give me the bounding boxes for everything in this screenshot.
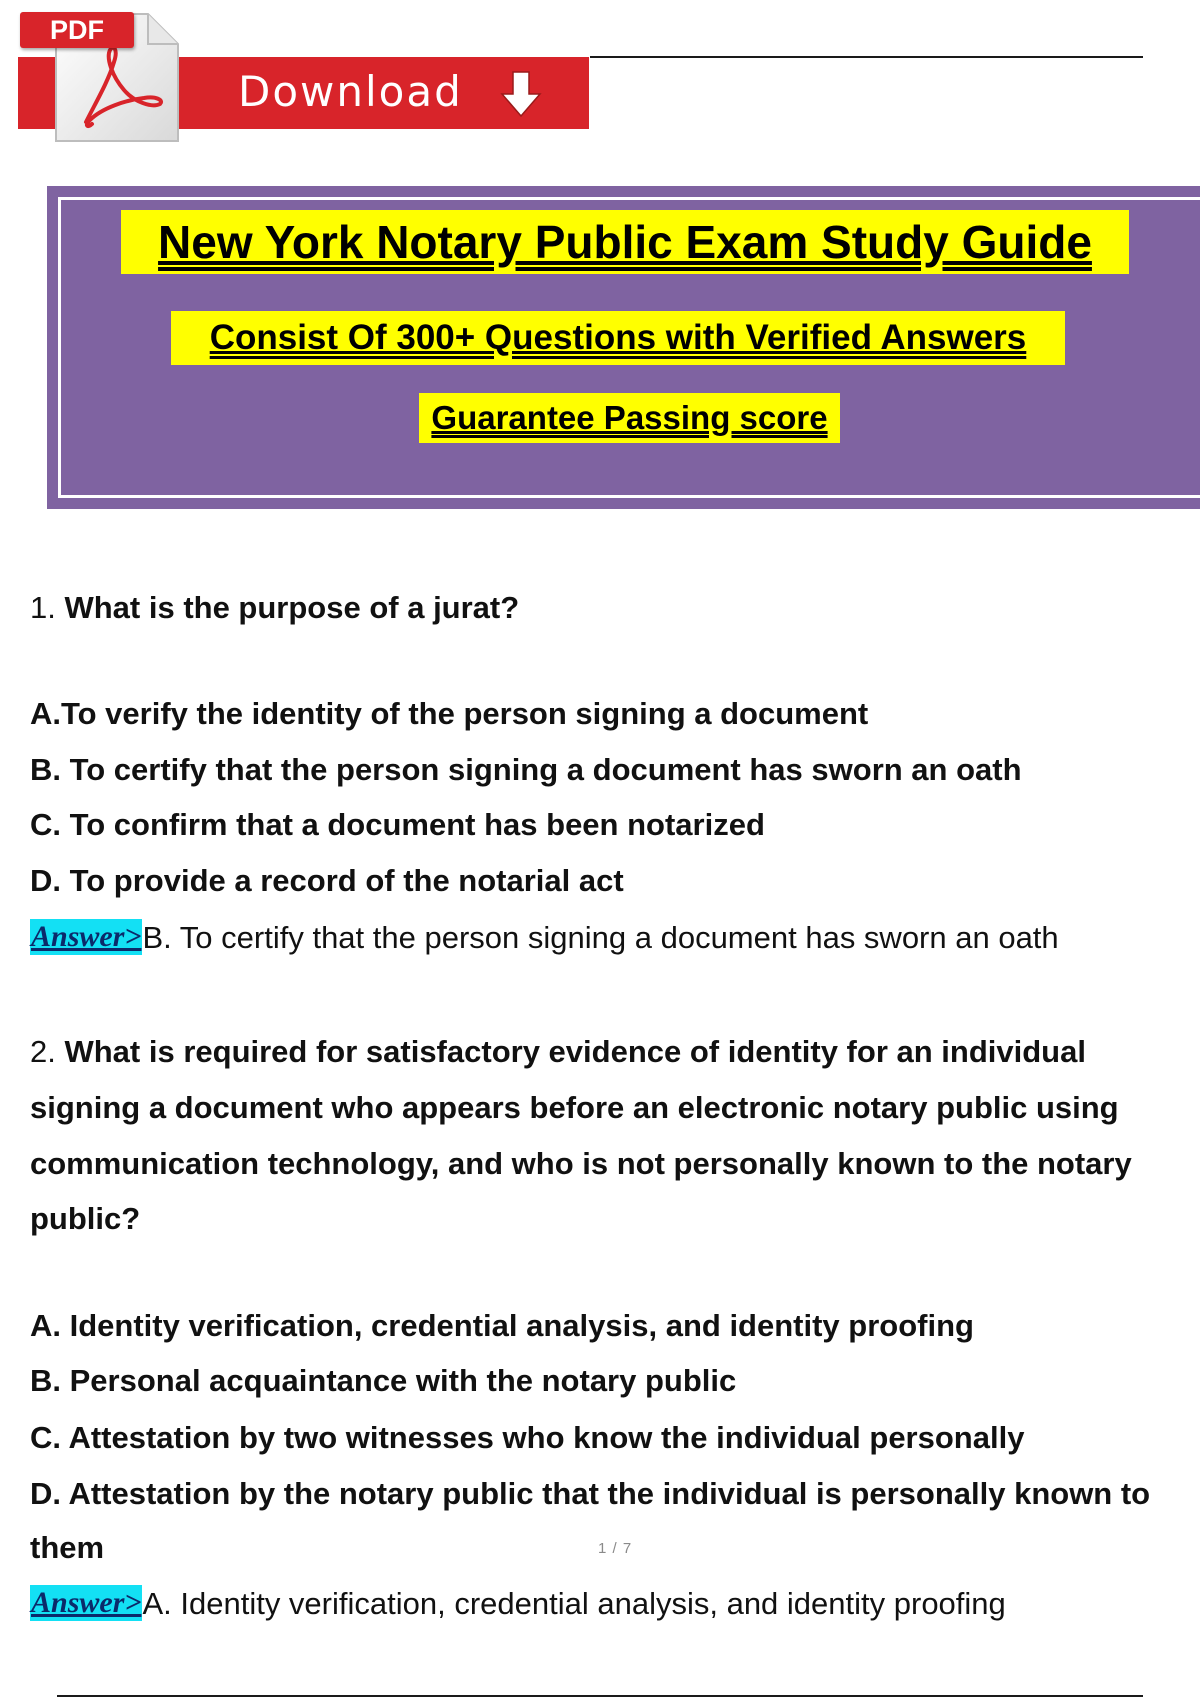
option-d: D. Attestation by the notary public that the individual is personally known to	[30, 1476, 1151, 1511]
question-text-line-3: communication technology, and who is not personally known to the notary	[30, 1146, 1132, 1181]
option-d-continued: them	[30, 1530, 105, 1565]
option-d: D. To provide a record of the notarial act	[30, 863, 624, 898]
question-text-line-1: What is required for satisfactory evidence of identity for an individual	[64, 1034, 1086, 1069]
option-c: C. Attestation by two witnesses who know the individual personally	[30, 1420, 1025, 1455]
option-a: A. Identity verification, credential analysis, and identity proofing	[30, 1308, 974, 1343]
question-number: 2.	[30, 1034, 56, 1069]
answer-label: Answer>	[31, 920, 142, 953]
option-b: B. To certify that the person signing a document has sworn an oath	[30, 752, 1022, 787]
question-2-line-4	[30, 1191, 1200, 1247]
answer-2	[30, 1576, 1200, 1632]
question-2	[30, 1024, 1200, 1080]
top-divider	[590, 56, 1143, 58]
download-arrow-icon	[498, 70, 544, 120]
question-2-line-2	[30, 1080, 1200, 1136]
answer-label: Answer>	[31, 1586, 142, 1619]
page-indicator: 1 / 7	[598, 1540, 633, 1557]
answer-text: B. To certify that the person signing a document has sworn an oath	[142, 920, 1059, 955]
guide-title: New York Notary Public Exam Study Guide	[121, 210, 1129, 274]
question-text-line-2: signing a document who appears before an electronic notary public using	[30, 1090, 1119, 1125]
guide-subtitle: Consist Of 300+ Questions with Verified Answers	[171, 311, 1065, 365]
answer-text: A. Identity verification, credential analysis, and identity proofing	[142, 1586, 1006, 1621]
answer-1	[30, 910, 1200, 966]
bottom-divider	[57, 1695, 1143, 1697]
pdf-badge: PDF	[20, 12, 134, 48]
question-number: 1.	[30, 590, 56, 625]
question-1	[30, 580, 1200, 636]
option-c: C. To confirm that a document has been notarized	[30, 807, 765, 842]
option-b: B. Personal acquaintance with the notary public	[30, 1363, 737, 1398]
download-banner[interactable]	[0, 0, 1200, 150]
question-text-line-4: public?	[30, 1201, 141, 1236]
question-2-line-3	[30, 1136, 1200, 1192]
guide-tagline: Guarantee Passing score	[419, 393, 840, 443]
question-text: What is the purpose of a jurat?	[64, 590, 520, 625]
download-label: Download	[238, 67, 463, 116]
option-a: A.To verify the identity of the person signing a document	[30, 696, 869, 731]
